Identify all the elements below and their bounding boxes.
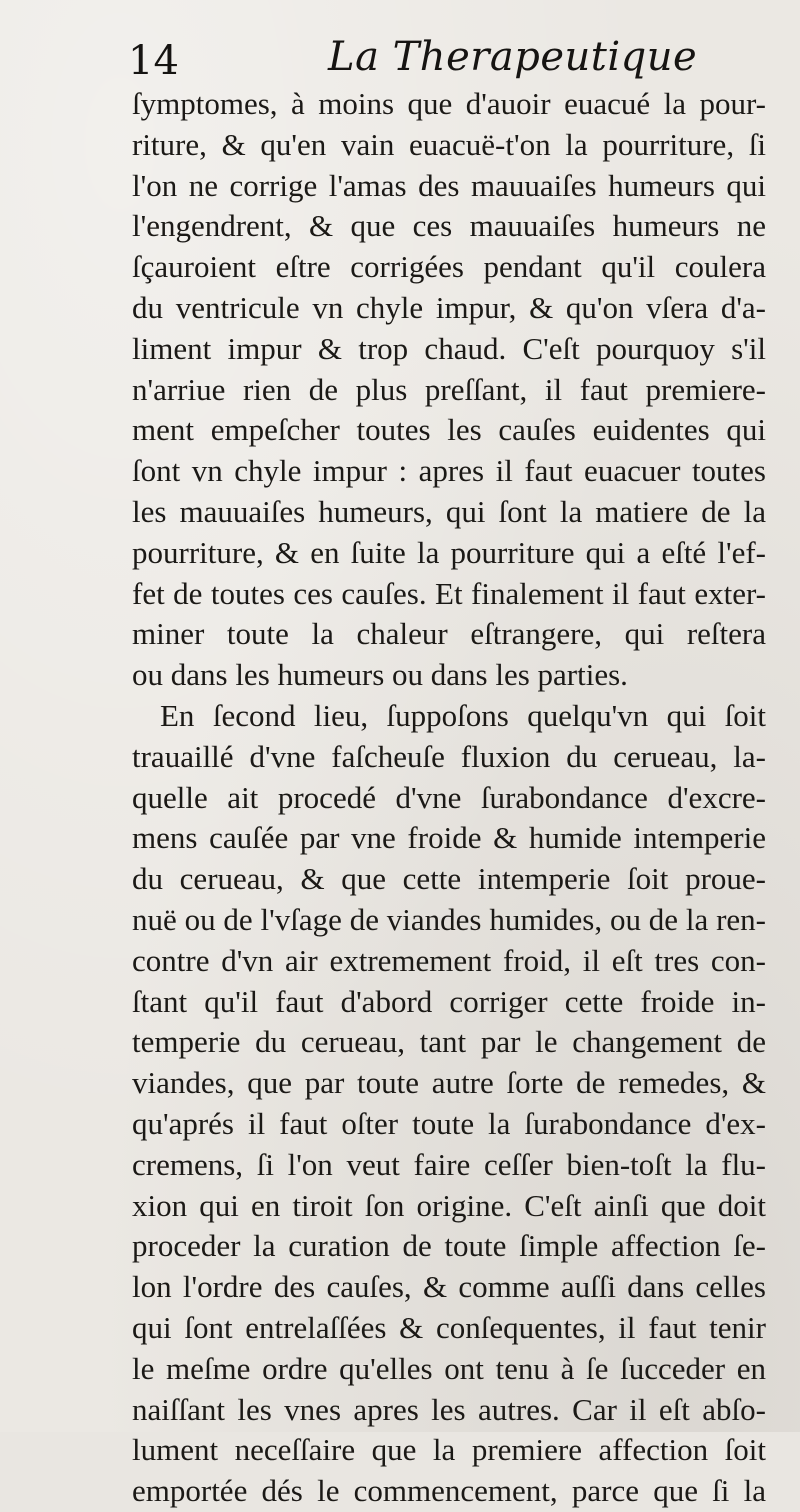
text-line: nuë ou de l'vſage de viandes humides, ou de la ren-: [132, 901, 766, 937]
paragraph-start-line: En ſecond lieu, ſuppoſons quelqu'vn qui ſoit: [160, 697, 766, 733]
text-line: du ventricule vn chyle impur, & qu'on vſera d'a-: [132, 289, 766, 325]
text-line: ſymptomes, à moins que d'auoir euacué la pour-: [132, 86, 766, 121]
text-line: miner toute la chaleur eſtrangere, qui reſtera: [132, 616, 766, 652]
text-line: mens cauſée par vne froide & humide intemperie: [132, 820, 766, 856]
text-line: ſont vn chyle impur : apres il faut euacuer toutes: [132, 453, 766, 489]
text-line: qui ſont entrelaſſées & conſequentes, il faut tenir: [132, 1309, 766, 1345]
text-line: riture, & qu'en vain euacuë-t'on la pourriture, ſi: [132, 126, 766, 162]
text-line: ſtant qu'il faut d'abord corriger cette froide in-: [132, 983, 766, 1019]
text-line: le meſme ordre qu'elles ont tenu à ſe ſucceder en: [132, 1350, 766, 1386]
text-line: n'arriue rien de plus preſſant, il faut premiere-: [132, 371, 766, 407]
page-number: 14: [128, 38, 179, 84]
text-line: quelle ait procedé d'vne ſurabondance d'excre-: [132, 779, 766, 815]
text-line: emportée dés le commencement, parce que ſi la: [132, 1473, 766, 1509]
text-line: naiſſant les vnes apres les autres. Car il eſt abſo-: [132, 1391, 766, 1427]
text-line: xion qui en tiroit ſon origine. C'eſt ainſi que doit: [132, 1187, 766, 1223]
text-line: trauaillé d'vne faſcheuſe fluxion du cerueau, la-: [132, 738, 766, 774]
text-line: ſçauroient eſtre corrigées pendant qu'il coulera: [132, 249, 766, 285]
text-line: proceder la curation de toute ſimple affection ſe-: [132, 1228, 766, 1264]
text-line: l'on ne corrige l'amas des mauuaiſes humeurs qui: [132, 167, 766, 203]
text-line: du cerueau, & que cette intemperie ſoit proue-: [132, 861, 766, 897]
running-title: La Therapeutique: [328, 34, 698, 80]
text-line: viandes, que par toute autre ſorte de remedes, &: [132, 1065, 766, 1101]
text-line: qu'aprés il faut oſter toute la ſurabondance d'ex-: [132, 1105, 766, 1141]
text-line: cremens, ſi l'on veut faire ceſſer bien-toſt la flu-: [132, 1146, 766, 1182]
text-line: lument neceſſaire que la premiere affection ſoit: [132, 1432, 766, 1468]
text-line: ou dans les humeurs ou dans les parties.: [132, 657, 628, 693]
text-line: temperie du cerueau, tant par le changement de: [132, 1024, 766, 1060]
body-text: [132, 84, 766, 1512]
text-line: liment impur & trop chaud. C'eſt pourquoy s'il: [132, 330, 766, 366]
text-line: l'engendrent, & que ces mauuaiſes humeurs ne: [132, 208, 766, 244]
text-line: pourriture, & en ſuite la pourriture qui a eſté l'ef-: [132, 534, 766, 570]
text-line: contre d'vn air extremement froid, il eſt tres con-: [132, 942, 766, 978]
text-line: ment empeſcher toutes les cauſes euidentes qui: [132, 412, 766, 448]
text-line: fet de toutes ces cauſes. Et finalement il faut exter-: [132, 575, 766, 611]
page-header: [128, 30, 768, 92]
text-line: les mauuaiſes humeurs, qui ſont la matiere de la: [132, 493, 766, 529]
text-line: lon l'ordre des cauſes, & comme auſſi dans celles: [132, 1269, 766, 1305]
